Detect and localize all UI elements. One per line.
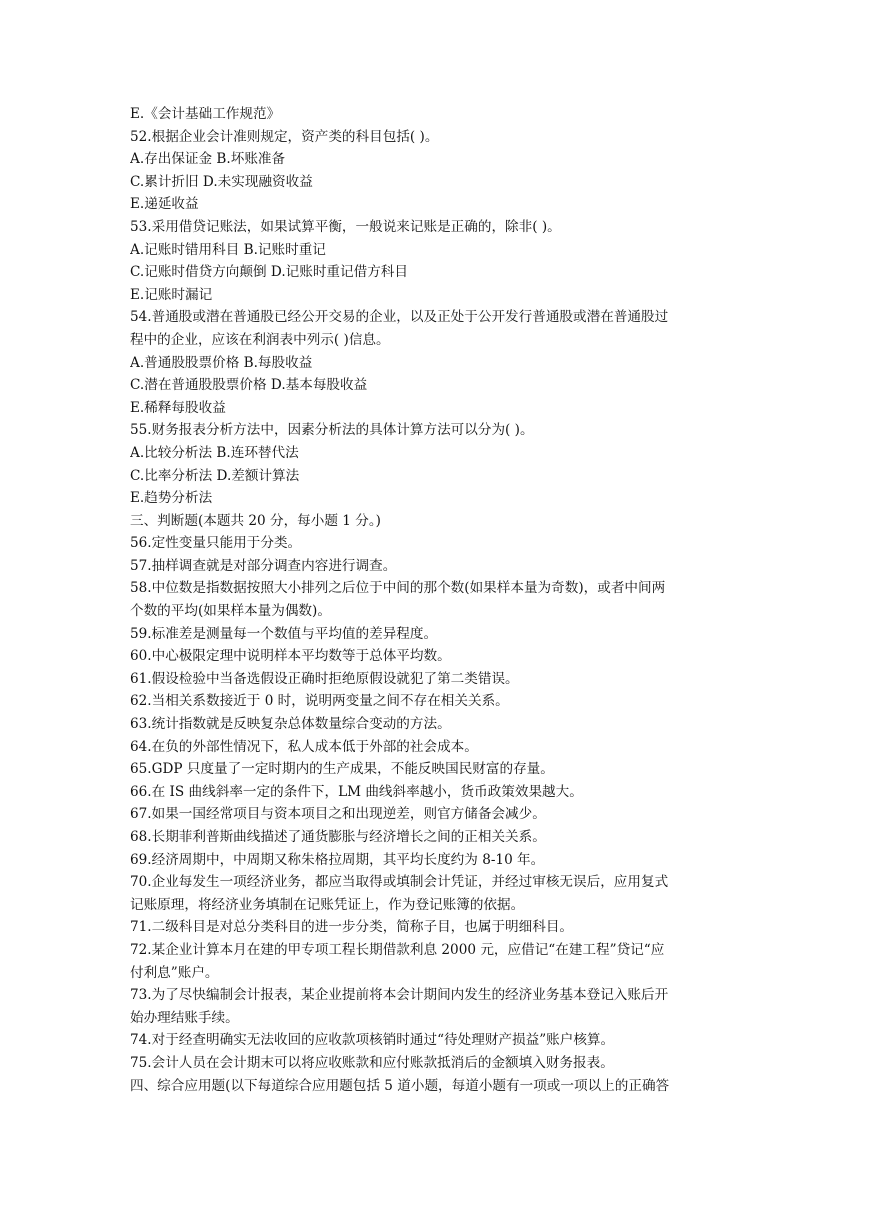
- text-line: E.《会计基础工作规范》: [130, 106, 281, 122]
- question-54: 54.普通股或潜在普通股已经公开交易的企业，以及正处于公开发行普通股或潜在普通股过: [130, 309, 669, 326]
- question-72-cont: 付利息”账户。: [130, 964, 219, 981]
- question-68: 68.长期菲利普斯曲线描述了通货膨胀与经济增长之间的正相关关系。: [130, 829, 546, 845]
- question-72: 72.某企业计算本月在建的甲专项工程长期借款利息 2000 元，应借记“在建工程”贷记“应: [130, 941, 665, 958]
- question-52: 52.根据企业会计准则规定，资产类的科目包括( )。: [130, 128, 439, 145]
- option-line: A.比较分析法 B.连环替代法: [130, 444, 299, 461]
- question-55: 55.财务报表分析方法中，因素分析法的具体计算方法可以分为( )。: [130, 422, 534, 439]
- question-65: 65.GDP 只度量了一定时期内的生产成果，不能反映国民财富的存量。: [130, 761, 554, 778]
- option-line: C.潜在普通股股票价格 D.基本每股收益: [130, 377, 368, 394]
- option-line: C.记账时借贷方向颠倒 D.记账时重记借方科目: [130, 264, 408, 281]
- question-69: 69.经济周期中，中周期又称朱格拉周期，其平均长度约为 8-10 年。: [130, 851, 545, 868]
- option-line: C.累计折旧 D.未实现融资收益: [130, 173, 313, 190]
- option-line: C.比率分析法 D.差额计算法: [130, 467, 300, 484]
- question-53: 53.采用借贷记账法，如果试算平衡，一般说来记账是正确的，除非( )。: [130, 218, 561, 235]
- question-56: 56.定性变量只能用于分类。: [130, 535, 302, 552]
- question-58: 58.中位数是指数据按照大小排列之后位于中间的那个数(如果样本量为奇数)，或者中间两: [130, 580, 666, 597]
- option-line: E.记账时漏记: [130, 286, 213, 303]
- question-57: 57.抽样调查就是对部分调查内容进行调查。: [130, 557, 397, 574]
- question-73: 73.为了尽快编制会计报表，某企业提前将本会计期间内发生的经济业务基本登记入账后开: [130, 987, 669, 1004]
- option-line: A.普通股股票价格 B.每股收益: [130, 354, 313, 371]
- option-line: E.稀释每股收益: [130, 399, 226, 416]
- question-59: 59.标准差是测量每一个数值与平均值的差异程度。: [130, 625, 438, 642]
- section-heading: 三、判断题(本题共 20 分，每小题 1 分。): [130, 512, 381, 529]
- question-75: 75.会计人员在会计期末可以将应收账款和应付账款抵消后的金额填入财务报表。: [130, 1054, 614, 1071]
- option-line: A.记账时错用科目 B.记账时重记: [130, 241, 326, 258]
- document-page: [130, 103, 740, 1097]
- question-70-cont: 记账原理，将经济业务填制在记账凭证上，作为登记账簿的依据。: [130, 896, 525, 913]
- option-line: E.递延收益: [130, 196, 199, 213]
- section-heading: 四、综合应用题(以下每道综合应用题包括 5 道小题，每道小题有一项或一项以上的正确答: [130, 1077, 670, 1094]
- question-54-cont: 程中的企业，应该在利润表中列示( )信息。: [130, 331, 390, 348]
- question-67: 67.如果一国经常项目与资本项目之和出现逆差，则官方储备会减少。: [130, 806, 546, 823]
- question-73-cont: 始办理结账手续。: [130, 1009, 239, 1026]
- question-60: 60.中心极限定理中说明样本平均数等于总体平均数。: [130, 648, 451, 665]
- question-62: 62.当相关系数接近于 0 时，说明两变量之间不存在相关关系。: [130, 693, 509, 710]
- question-71: 71.二级科目是对总分类科目的进一步分类，简称子目，也属于明细科目。: [130, 919, 574, 936]
- question-58-cont: 个数的平均(如果样本量为偶数)。: [130, 603, 331, 620]
- question-61: 61.假设检验中当备选假设正确时拒绝原假设就犯了第二类错误。: [130, 670, 519, 687]
- question-74: 74.对于经查明确实无法收回的应收款项核销时通过“待处理财产损益”账户核算。: [130, 1032, 615, 1049]
- option-line: A.存出保证金 B.坏账准备: [130, 151, 286, 168]
- question-66: 66.在 IS 曲线斜率一定的条件下，LM 曲线斜率越小，货币政策效果越大。: [130, 783, 583, 800]
- question-63: 63.统计指数就是反映复杂总体数量综合变动的方法。: [130, 716, 451, 733]
- question-64: 64.在负的外部性情况下，私人成本低于外部的社会成本。: [130, 738, 478, 755]
- option-line: E.趋势分析法: [130, 490, 213, 507]
- question-70: 70.企业每发生一项经济业务，都应当取得或填制会计凭证，并经过审核无误后，应用复式: [130, 874, 669, 891]
